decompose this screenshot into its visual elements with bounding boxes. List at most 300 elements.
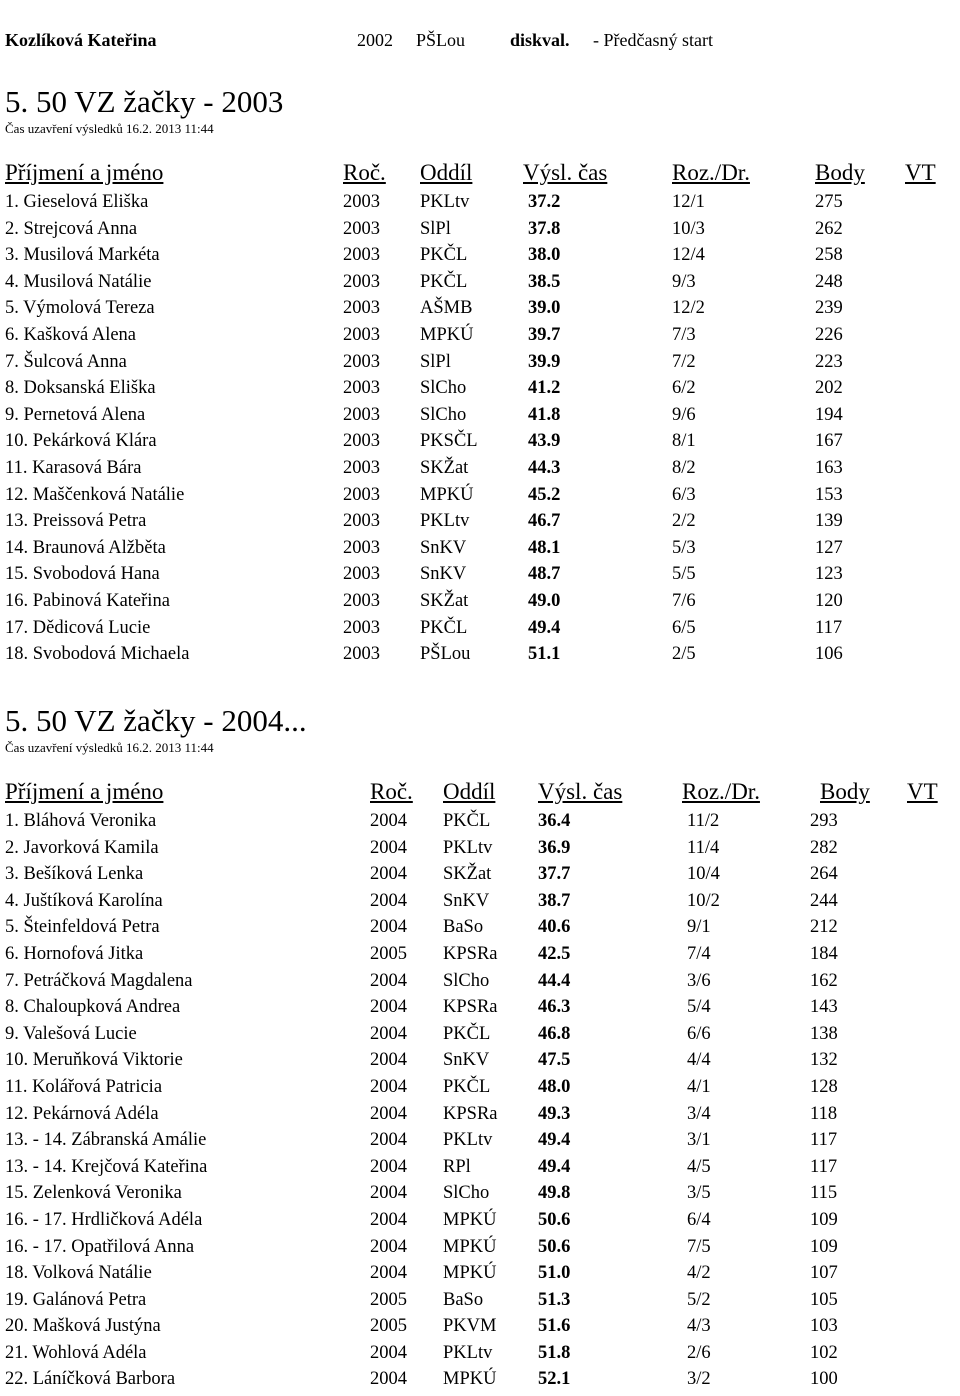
points-cell: 275	[815, 192, 843, 212]
club-cell: PŠLou	[420, 644, 471, 665]
result-time-cell: 38.0	[528, 245, 561, 266]
athlete-name-cell: 12. Maščenková Natálie	[5, 484, 185, 505]
table-row	[5, 482, 955, 509]
birth-year-cell: 2003	[343, 378, 380, 399]
athlete-name-cell: 6. Hornofová Jitka	[5, 943, 144, 964]
table-row	[5, 375, 955, 402]
table-row	[5, 641, 955, 668]
points-cell: 109	[810, 1236, 838, 1257]
club-cell: MPKÚ	[443, 1209, 497, 1230]
birth-year-cell: 2003	[343, 511, 380, 532]
birth-year-cell: 2004	[370, 1130, 407, 1151]
athlete-name-cell: 17. Dědicová Lucie	[5, 617, 151, 638]
club-cell: PKVM	[443, 1316, 497, 1337]
birth-year-cell: 2003	[343, 617, 380, 638]
heat-lane-cell: 12/2	[672, 298, 705, 319]
birth-year-cell: 2003	[343, 644, 380, 665]
birth-year-cell: 2004	[370, 917, 407, 938]
table-row	[5, 994, 955, 1021]
points-cell: 123	[815, 564, 843, 585]
result-time-cell: 51.8	[538, 1342, 571, 1363]
club-cell: KPSRa	[443, 943, 498, 964]
athlete-name-cell: 11. Kolářová Patricia	[5, 1076, 163, 1097]
result-time-cell: 36.4	[538, 811, 571, 831]
heat-lane-cell: 5/4	[687, 997, 711, 1018]
heat-lane-cell: 7/2	[672, 351, 696, 372]
result-time-cell: 37.2	[528, 192, 561, 212]
club-cell: PKČL	[420, 617, 468, 638]
birth-year-cell: 2003	[343, 271, 380, 292]
result-time-cell: 39.9	[528, 351, 561, 372]
points-cell: 117	[810, 1156, 838, 1177]
athlete-name-cell: 11. Karasová Bára	[5, 457, 142, 478]
athlete-name: Kozlíková Kateřina	[5, 30, 157, 50]
col-time-header: Výsl. čas	[523, 160, 608, 185]
club-cell: SKŽat	[443, 864, 492, 885]
birth-year-cell: 2004	[370, 837, 407, 858]
club-cell: BaSo	[443, 917, 484, 938]
athlete-name-cell: 16. Pabinová Kateřina	[5, 590, 170, 611]
club-cell: PKČL	[420, 245, 468, 266]
col-vt-header: VT	[905, 160, 936, 185]
club-cell: SKŽat	[420, 457, 469, 478]
result-time-cell: 41.2	[528, 378, 561, 399]
heat-lane-cell: 7/3	[672, 324, 696, 345]
table-row	[5, 1366, 955, 1393]
results-section-2003	[5, 84, 955, 668]
club-cell: PKČL	[420, 271, 468, 292]
heat-lane-cell: 8/1	[672, 431, 696, 452]
athlete-name-cell: 1. Bláhová Veronika	[5, 811, 157, 831]
heat-lane-cell: 10/4	[687, 864, 720, 885]
heat-lane-cell: 4/3	[687, 1316, 711, 1337]
heat-lane-cell: 8/2	[672, 457, 696, 478]
birth-year-cell: 2003	[343, 564, 380, 585]
result-time-cell: 44.4	[538, 970, 571, 991]
result-time-cell: 39.0	[528, 298, 561, 319]
result-time-cell: 46.8	[538, 1023, 571, 1044]
result-time-cell: 36.9	[538, 837, 571, 858]
col-vt-header: VT	[907, 779, 938, 804]
athlete-name-cell: 8. Doksanská Eliška	[5, 378, 156, 399]
heat-lane-cell: 10/3	[672, 218, 705, 239]
result-time-cell: 37.8	[528, 218, 561, 239]
points-cell: 162	[810, 970, 838, 991]
table-row	[5, 349, 955, 376]
heat-lane-cell: 3/6	[687, 970, 711, 991]
athlete-name-cell: 15. Zelenková Veronika	[5, 1183, 182, 1204]
club-cell: KPSRa	[443, 1103, 498, 1124]
points-cell: 239	[815, 298, 843, 319]
athlete-name-cell: 16. - 17. Hrdličková Adéla	[5, 1209, 203, 1230]
birth-year-cell: 2004	[370, 1209, 407, 1230]
athlete-name-cell: 2. Strejcová Anna	[5, 218, 138, 239]
points-cell: 202	[815, 378, 843, 399]
club-cell: PKČL	[443, 1076, 491, 1097]
birth-year-cell: 2004	[370, 1342, 407, 1363]
result-time-cell: 45.2	[528, 484, 561, 505]
athlete-name-cell: 5. Výmolová Tereza	[5, 298, 155, 319]
points-cell: 107	[810, 1263, 838, 1284]
athlete-name-cell: 18. Svobodová Michaela	[5, 644, 190, 665]
results-table-body	[5, 808, 955, 1393]
club-cell: BaSo	[443, 1289, 484, 1310]
result-time-cell: 38.7	[538, 890, 571, 911]
club-cell: SKŽat	[420, 590, 469, 611]
result-time-cell: 48.1	[528, 537, 561, 558]
athlete-name-cell: 6. Kašková Alena	[5, 324, 137, 345]
table-row	[5, 861, 955, 888]
points-cell: 184	[810, 943, 838, 964]
club-cell: RPl	[443, 1156, 471, 1177]
heat-lane-cell: 7/5	[687, 1236, 711, 1257]
athlete-club: PŠLou	[416, 30, 466, 50]
birth-year-cell: 2003	[343, 590, 380, 611]
points-cell: 153	[815, 484, 843, 505]
points-cell: 223	[815, 351, 843, 372]
heat-lane-cell: 3/4	[687, 1103, 711, 1124]
club-cell: PKLtv	[443, 1342, 493, 1363]
points-cell: 167	[815, 431, 843, 452]
table-row	[5, 508, 955, 535]
points-cell: 244	[810, 890, 838, 911]
athlete-name-cell: 3. Musilová Markéta	[5, 245, 160, 266]
col-name-header: Příjmení a jméno	[5, 779, 164, 804]
heat-lane-cell: 11/4	[687, 837, 720, 858]
table-row	[5, 322, 955, 349]
heat-lane-cell: 3/2	[687, 1369, 711, 1390]
section-title: 5. 50 VZ žačky - 2003	[5, 84, 284, 119]
section-title: 5. 50 VZ žačky - 2004...	[5, 703, 307, 738]
col-points-header: Body	[815, 160, 865, 185]
table-row	[5, 1260, 955, 1287]
birth-year-cell: 2003	[343, 218, 380, 239]
athlete-name-cell: 19. Galánová Petra	[5, 1289, 147, 1310]
table-row	[5, 888, 955, 915]
club-cell: AŠMB	[420, 298, 473, 319]
heat-lane-cell: 2/5	[672, 644, 696, 665]
heat-lane-cell: 5/2	[687, 1289, 711, 1310]
col-heat-lane-header: Roz./Dr.	[682, 779, 760, 804]
athlete-name-cell: 2. Javorková Kamila	[5, 837, 159, 858]
result-time-cell: 48.0	[538, 1076, 571, 1097]
table-row	[5, 835, 955, 862]
table-row	[5, 1154, 955, 1181]
club-cell: SnKV	[443, 1050, 490, 1071]
birth-year-cell: 2003	[343, 245, 380, 266]
club-cell: MPKÚ	[443, 1369, 497, 1390]
points-cell: 262	[815, 218, 843, 239]
table-row	[5, 295, 955, 322]
heat-lane-cell: 4/2	[687, 1263, 711, 1284]
club-cell: MPKÚ	[443, 1236, 497, 1257]
table-row	[5, 269, 955, 296]
table-row	[5, 1207, 955, 1234]
club-cell: MPKÚ	[420, 484, 474, 505]
points-cell: 105	[810, 1289, 838, 1310]
table-row	[5, 1021, 955, 1048]
table-row	[5, 1047, 955, 1074]
table-row	[5, 1287, 955, 1314]
club-cell: SnKV	[420, 564, 467, 585]
points-cell: 143	[810, 997, 838, 1018]
result-time-cell: 42.5	[538, 943, 571, 964]
athlete-name-cell: 7. Petráčková Magdalena	[5, 970, 193, 991]
result-time-cell: 47.5	[538, 1050, 571, 1071]
points-cell: 106	[815, 644, 843, 665]
points-cell: 293	[810, 811, 838, 831]
result-time-cell: 46.7	[528, 511, 561, 532]
result-time-cell: 37.7	[538, 864, 571, 885]
heat-lane-cell: 7/6	[672, 590, 696, 611]
athlete-name-cell: 3. Bešíková Lenka	[5, 864, 144, 885]
birth-year-cell: 2003	[343, 351, 380, 372]
club-cell: MPKÚ	[443, 1263, 497, 1284]
table-row	[5, 615, 955, 642]
table-row	[5, 1101, 955, 1128]
results-closing-time: Čas uzavření výsledků 16.2. 2013 11:44	[5, 121, 214, 136]
club-cell: PKLtv	[420, 511, 470, 532]
birth-year-cell: 2004	[370, 890, 407, 911]
result-time-cell: 38.5	[528, 271, 561, 292]
table-row	[5, 1313, 955, 1340]
birth-year-cell: 2004	[370, 864, 407, 885]
heat-lane-cell: 4/5	[687, 1156, 711, 1177]
birth-year-cell: 2004	[370, 811, 407, 831]
points-cell: 248	[815, 271, 843, 292]
club-cell: PKSČL	[420, 431, 478, 452]
heat-lane-cell: 4/4	[687, 1050, 711, 1071]
result-time-cell: 48.7	[528, 564, 561, 585]
table-row	[5, 402, 955, 429]
col-name-header: Příjmení a jméno	[5, 160, 164, 185]
athlete-name-cell: 13. Preissová Petra	[5, 511, 147, 532]
result-time-cell: 43.9	[528, 431, 561, 452]
athlete-status: diskval.	[510, 30, 570, 50]
points-cell: 138	[810, 1023, 838, 1044]
birth-year-cell: 2003	[343, 298, 380, 319]
points-cell: 132	[810, 1050, 838, 1071]
birth-year-cell: 2004	[370, 1263, 407, 1284]
athlete-name-cell: 13. - 14. Zábranská Amálie	[5, 1130, 207, 1151]
birth-year-cell: 2005	[370, 1289, 407, 1310]
table-row	[5, 428, 955, 455]
heat-lane-cell: 6/5	[672, 617, 696, 638]
result-time-cell: 40.6	[538, 917, 571, 938]
club-cell: SlCho	[443, 970, 490, 991]
points-cell: 139	[815, 511, 843, 532]
points-cell: 115	[810, 1183, 838, 1204]
points-cell: 258	[815, 245, 843, 266]
athlete-name-cell: 1. Gieselová Eliška	[5, 192, 149, 212]
table-row	[5, 216, 955, 243]
result-time-cell: 49.4	[528, 617, 561, 638]
table-header	[5, 776, 955, 808]
birth-year-cell: 2004	[370, 1103, 407, 1124]
athlete-name-cell: 4. Musilová Natálie	[5, 271, 152, 292]
club-cell: SnKV	[420, 537, 467, 558]
club-cell: KPSRa	[443, 997, 498, 1018]
birth-year-cell: 2004	[370, 1156, 407, 1177]
birth-year-cell: 2004	[370, 1369, 407, 1390]
heat-lane-cell: 3/1	[687, 1130, 711, 1151]
athlete-name-cell: 7. Šulcová Anna	[5, 351, 127, 372]
col-year-header: Roč.	[370, 779, 413, 804]
points-cell: 282	[810, 837, 838, 858]
points-cell: 103	[810, 1316, 838, 1337]
birth-year-cell: 2003	[343, 457, 380, 478]
club-cell: SlCho	[420, 404, 467, 425]
table-row	[5, 535, 955, 562]
result-time-cell: 51.0	[538, 1263, 571, 1284]
club-cell: PKČL	[443, 811, 491, 831]
points-cell: 100	[810, 1369, 838, 1390]
athlete-name-cell: 22. Láníčková Barbora	[5, 1369, 176, 1390]
athlete-name-cell: 15. Svobodová Hana	[5, 564, 160, 585]
heat-lane-cell: 9/1	[687, 917, 711, 938]
result-time-cell: 52.1	[538, 1369, 571, 1390]
club-cell: SlCho	[420, 378, 467, 399]
birth-year-cell: 2003	[343, 484, 380, 505]
col-club-header: Oddíl	[443, 779, 496, 804]
result-time-cell: 51.3	[538, 1289, 571, 1310]
points-cell: 117	[815, 617, 843, 638]
athlete-year: 2002	[357, 30, 393, 50]
results-table-body	[5, 189, 955, 668]
club-cell: SlPl	[420, 351, 451, 372]
table-row	[5, 1180, 955, 1207]
result-time-cell: 46.3	[538, 997, 571, 1018]
birth-year-cell: 2003	[343, 192, 380, 212]
heat-lane-cell: 11/2	[687, 811, 720, 831]
club-cell: PKLtv	[443, 837, 493, 858]
heat-lane-cell: 9/6	[672, 404, 696, 425]
result-time-cell: 51.1	[528, 644, 561, 665]
results-closing-time: Čas uzavření výsledků 16.2. 2013 11:44	[5, 740, 214, 755]
birth-year-cell: 2004	[370, 997, 407, 1018]
table-row	[5, 1074, 955, 1101]
result-time-cell: 44.3	[528, 457, 561, 478]
birth-year-cell: 2003	[343, 324, 380, 345]
disqualified-entry	[5, 30, 945, 54]
disqualification-reason: - Předčasný start	[593, 30, 713, 50]
points-cell: 264	[810, 864, 838, 885]
table-row	[5, 455, 955, 482]
table-row	[5, 808, 955, 835]
athlete-name-cell: 9. Valešová Lucie	[5, 1023, 137, 1044]
results-section-2004	[5, 703, 955, 1393]
col-year-header: Roč.	[343, 160, 386, 185]
result-time-cell: 49.8	[538, 1183, 571, 1204]
points-cell: 128	[810, 1076, 838, 1097]
athlete-name-cell: 12. Pekárnová Adéla	[5, 1103, 159, 1124]
heat-lane-cell: 3/5	[687, 1183, 711, 1204]
col-club-header: Oddíl	[420, 160, 473, 185]
heat-lane-cell: 10/2	[687, 890, 720, 911]
club-cell: PKLtv	[443, 1130, 493, 1151]
points-cell: 127	[815, 537, 843, 558]
heat-lane-cell: 12/4	[672, 245, 705, 266]
points-cell: 194	[815, 404, 843, 425]
points-cell: 226	[815, 324, 843, 345]
table-row	[5, 561, 955, 588]
table-row	[5, 914, 955, 941]
result-time-cell: 39.7	[528, 324, 561, 345]
birth-year-cell: 2004	[370, 970, 407, 991]
athlete-name-cell: 13. - 14. Krejčová Kateřina	[5, 1156, 208, 1177]
points-cell: 102	[810, 1342, 838, 1363]
heat-lane-cell: 5/5	[672, 564, 696, 585]
club-cell: SnKV	[443, 890, 490, 911]
birth-year-cell: 2005	[370, 1316, 407, 1337]
athlete-name-cell: 20. Mašková Justýna	[5, 1316, 161, 1337]
heat-lane-cell: 6/6	[687, 1023, 711, 1044]
club-cell: SlCho	[443, 1183, 490, 1204]
birth-year-cell: 2003	[343, 537, 380, 558]
heat-lane-cell: 12/1	[672, 192, 705, 212]
athlete-name-cell: 8. Chaloupková Andrea	[5, 997, 181, 1018]
heat-lane-cell: 6/3	[672, 484, 696, 505]
club-cell: PKČL	[443, 1023, 491, 1044]
athlete-name-cell: 5. Šteinfeldová Petra	[5, 917, 160, 938]
points-cell: 118	[810, 1103, 838, 1124]
athlete-name-cell: 14. Braunová Alžběta	[5, 537, 166, 558]
heat-lane-cell: 5/3	[672, 537, 696, 558]
col-points-header: Body	[820, 779, 870, 804]
birth-year-cell: 2004	[370, 1076, 407, 1097]
athlete-name-cell: 18. Volková Natálie	[5, 1263, 152, 1284]
points-cell: 117	[810, 1130, 838, 1151]
table-row	[5, 1340, 955, 1367]
points-cell: 109	[810, 1209, 838, 1230]
table-header	[5, 157, 955, 189]
birth-year-cell: 2004	[370, 1236, 407, 1257]
athlete-name-cell: 16. - 17. Opatřilová Anna	[5, 1236, 195, 1257]
col-time-header: Výsl. čas	[538, 779, 623, 804]
athlete-name-cell: 21. Wohlová Adéla	[5, 1342, 147, 1363]
col-heat-lane-header: Roz./Dr.	[672, 160, 750, 185]
birth-year-cell: 2004	[370, 1050, 407, 1071]
birth-year-cell: 2003	[343, 404, 380, 425]
heat-lane-cell: 7/4	[687, 943, 711, 964]
table-row	[5, 1127, 955, 1154]
table-row	[5, 941, 955, 968]
birth-year-cell: 2004	[370, 1183, 407, 1204]
athlete-name-cell: 10. Meruňková Viktorie	[5, 1050, 183, 1071]
heat-lane-cell: 6/2	[672, 378, 696, 399]
points-cell: 163	[815, 457, 843, 478]
club-cell: MPKÚ	[420, 324, 474, 345]
birth-year-cell: 2003	[343, 431, 380, 452]
result-time-cell: 49.4	[538, 1130, 571, 1151]
heat-lane-cell: 6/4	[687, 1209, 711, 1230]
points-cell: 212	[810, 917, 838, 938]
table-row	[5, 1234, 955, 1261]
result-time-cell: 49.3	[538, 1103, 571, 1124]
birth-year-cell: 2005	[370, 943, 407, 964]
result-time-cell: 50.6	[538, 1209, 571, 1230]
athlete-name-cell: 10. Pekárková Klára	[5, 431, 157, 452]
result-time-cell: 41.8	[528, 404, 561, 425]
points-cell: 120	[815, 590, 843, 611]
heat-lane-cell: 9/3	[672, 271, 696, 292]
table-row	[5, 242, 955, 269]
result-time-cell: 49.0	[528, 590, 561, 611]
club-cell: PKLtv	[420, 192, 470, 212]
athlete-name-cell: 9. Pernetová Alena	[5, 404, 146, 425]
club-cell: SlPl	[420, 218, 451, 239]
table-row	[5, 968, 955, 995]
